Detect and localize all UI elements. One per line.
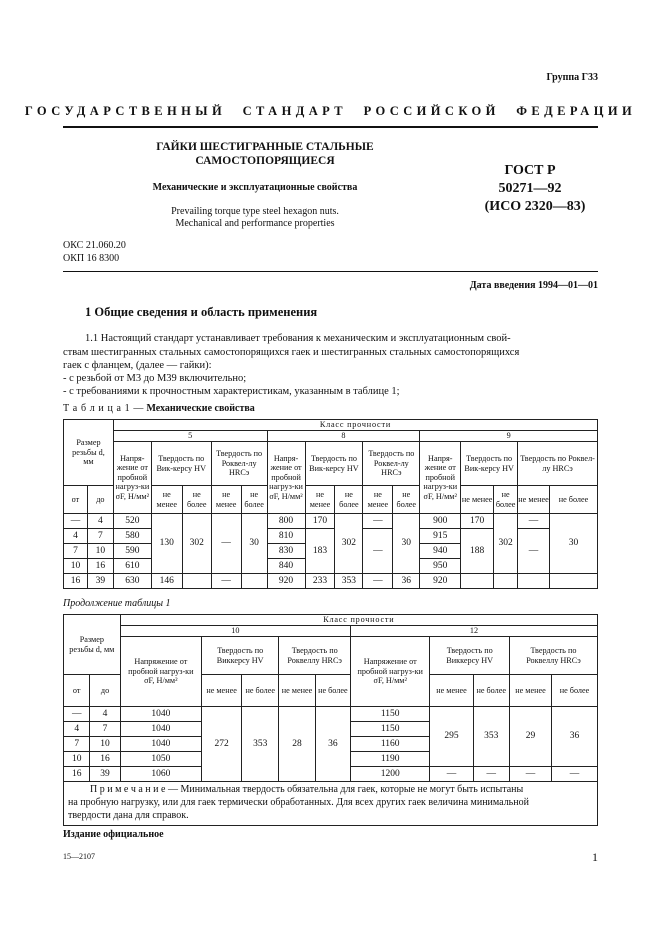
table1-caption — [63, 403, 255, 414]
table-cell — [241, 574, 267, 589]
table-cell: 10 — [64, 559, 88, 574]
to-header: до — [90, 675, 120, 707]
table-cell: 1050 — [120, 752, 201, 767]
doc-subtitle: Механические и эксплуатационные свойства — [152, 182, 358, 193]
table-cell: 1150 — [351, 707, 430, 722]
max-header: не более — [335, 486, 363, 514]
table-cell: 1040 — [120, 707, 201, 722]
mid-rule — [63, 271, 598, 272]
table-cell — [182, 574, 211, 589]
table-cell: — — [518, 514, 550, 529]
from-header: от — [64, 675, 90, 707]
continuation-caption: Продолжение таблицы 1 — [63, 598, 171, 609]
en-title-line-2: Mechanical and performance properties — [175, 218, 335, 229]
table-cell: — — [64, 514, 88, 529]
table-cell: — — [430, 767, 473, 782]
table-cell: 170 — [305, 514, 335, 529]
table-cell: — — [363, 514, 393, 529]
group-label: Группа Г33 — [546, 72, 598, 83]
paragraph-line-4: - с резьбой от М3 до М39 включительно; — [63, 373, 247, 384]
table-cell — [550, 574, 598, 589]
hrc-header-9: Твердость по Роквел-лу HRCэ — [518, 442, 598, 486]
class-10-header: 10 — [120, 626, 350, 637]
table-cell: 810 — [267, 529, 305, 544]
table-cell: 915 — [420, 529, 461, 544]
table-cell: 39 — [90, 767, 120, 782]
class-header: Класс прочности — [120, 615, 597, 626]
table-cell: 900 — [420, 514, 461, 529]
table-cell: 302 — [494, 514, 518, 574]
table-cell: 10 — [64, 752, 90, 767]
intro-date: Дата введения 1994—01—01 — [469, 280, 598, 291]
table-cell: 4 — [90, 707, 120, 722]
hv-header-9: Твердость по Вик-керсу HV — [461, 442, 518, 486]
min-header: не менее — [509, 675, 551, 707]
table-cell: 29 — [509, 707, 551, 767]
page-number: 1 — [592, 850, 598, 864]
table-cell: — — [552, 767, 598, 782]
stress-header-5: Напря-жение от пробной нагруз-ки σF, Н/мм² — [113, 442, 151, 514]
table-cell: 353 — [473, 707, 509, 767]
stress-header-12: Напряжение от пробной нагруз-ки σF, Н/мм² — [351, 637, 430, 707]
max-header: не более — [182, 486, 211, 514]
table-cell: 1060 — [120, 767, 201, 782]
min-header: не менее — [211, 486, 241, 514]
thread-size-header: Размер резьбы d, мм — [64, 615, 121, 675]
table-cell: 36 — [315, 707, 350, 782]
hv-header-10: Твердость по Виккерсу HV — [202, 637, 279, 675]
paragraph-line-3: гаек с фланцем, (далее — гайки): — [63, 360, 212, 371]
hrc-header-5: Твердость по Роквел-лу HRCэ — [211, 442, 267, 486]
table-cell: 580 — [113, 529, 151, 544]
table-cell: 30 — [393, 514, 420, 574]
max-header: не более — [550, 486, 598, 514]
table-cell: 800 — [267, 514, 305, 529]
table-cell: 840 — [267, 559, 305, 574]
official-edition: Издание официальное — [63, 829, 164, 840]
class-12-header: 12 — [351, 626, 598, 637]
table-cell: 630 — [113, 574, 151, 589]
oks-code: ОКС 21.060.20 — [63, 240, 126, 251]
table-cell: 30 — [550, 514, 598, 574]
hrc-header-8: Твердость по Роквел-лу HRCэ — [363, 442, 420, 486]
note-line-2: на пробную нагрузку, или для гаек термически обработанных. Для всех других гаек величина минимальной — [68, 797, 529, 808]
org-title: ГОСУДАРСТВЕННЫЙ СТАНДАРТ РОССИЙСКОЙ ФЕДЕРАЦИИ — [24, 104, 637, 118]
table-cell: — — [363, 529, 393, 574]
table-cell: 940 — [420, 544, 461, 559]
hrc-header-12: Твердость по Роквеллу HRCэ — [509, 637, 597, 675]
table-cell: 295 — [430, 707, 473, 767]
min-header: не менее — [363, 486, 393, 514]
table-cell: 7 — [87, 529, 113, 544]
table-cell: 233 — [305, 574, 335, 589]
table-1-continued — [63, 614, 598, 826]
table-cell: — — [211, 514, 241, 574]
note-line-1: П р и м е ч а н и е — Минимальная твердость обязательна для гаек, которые не могут быть испытаны — [90, 784, 524, 795]
table-cell: 1040 — [120, 737, 201, 752]
table-cell: 4 — [87, 514, 113, 529]
note-line-3: твердости дана для справок. — [68, 810, 189, 821]
okp-code: ОКП 16 8300 — [63, 253, 120, 264]
top-rule — [63, 126, 598, 128]
table-cell: 272 — [202, 707, 242, 782]
table-cell — [494, 574, 518, 589]
min-header: не менее — [518, 486, 550, 514]
to-header: до — [87, 486, 113, 514]
hv-header-5: Твердость по Вик-керсу HV — [151, 442, 211, 486]
table1-caption-title: Механические свойства — [146, 403, 255, 414]
table-cell: — — [64, 707, 90, 722]
table-cell: 520 — [113, 514, 151, 529]
max-header: не более — [242, 675, 279, 707]
table-cell: 920 — [420, 574, 461, 589]
table-cell: 4 — [64, 529, 88, 544]
table-cell: 610 — [113, 559, 151, 574]
doc-title-line-2: САМОСТОПОРЯЩИЕСЯ — [195, 155, 335, 167]
table-cell: 830 — [267, 544, 305, 559]
table-cell: 920 — [267, 574, 305, 589]
table-cell: — — [211, 574, 241, 589]
stress-header-8: Напря-жение от пробной нагруз-ки σF, Н/мм² — [267, 442, 305, 514]
table-cell: 1040 — [120, 722, 201, 737]
table-cell — [518, 574, 550, 589]
table-cell: 28 — [279, 707, 315, 782]
table-cell: 302 — [335, 514, 363, 574]
table-cell: 590 — [113, 544, 151, 559]
table-cell: — — [473, 767, 509, 782]
table-cell: 10 — [87, 544, 113, 559]
table-cell: 16 — [64, 767, 90, 782]
table-cell: — — [518, 529, 550, 574]
max-header: не более — [473, 675, 509, 707]
table-cell: 353 — [242, 707, 279, 782]
table-cell: 1160 — [351, 737, 430, 752]
table-1 — [63, 419, 598, 589]
gost-number-1: ГОСТ Р — [504, 163, 556, 178]
stress-header-10: Напряжение от пробной нагруз-ки σF, Н/мм² — [120, 637, 201, 707]
gost-number-3: (ИСО 2320—83) — [484, 199, 586, 214]
table-cell: 950 — [420, 559, 461, 574]
paragraph-line-2: ствам шестигранных стальных самостопорящихся гаек и шестигранных стальных самостопорящихся — [63, 347, 520, 358]
max-header: не более — [494, 486, 518, 514]
max-header: не более — [241, 486, 267, 514]
stress-header-9: Напря-жение от пробной нагруз-ки σF, Н/мм² — [420, 442, 461, 514]
table-cell: 146 — [151, 574, 182, 589]
class-8-header: 8 — [267, 431, 420, 442]
table-cell: 1150 — [351, 722, 430, 737]
table-cell: 188 — [461, 529, 494, 574]
section-heading: 1 Общие сведения и область применения — [85, 305, 318, 319]
table-cell: — — [509, 767, 551, 782]
class-5-header: 5 — [113, 431, 267, 442]
footer-code: 15—2107 — [63, 852, 95, 861]
table-cell: 39 — [87, 574, 113, 589]
table-cell: 302 — [182, 514, 211, 574]
table-cell: 183 — [305, 529, 335, 574]
gost-number-2: 50271—92 — [498, 181, 562, 196]
paragraph-line-5: - с требованиями к прочностным характеристикам, указанным в таблице 1; — [63, 386, 400, 397]
class-9-header: 9 — [420, 431, 598, 442]
hv-header-12: Твердость по Виккерсу HV — [430, 637, 509, 675]
paragraph-line-1: 1.1 Настоящий стандарт устанавливает требования к механическим и эксплуатационным свой- — [85, 333, 511, 344]
min-header: не менее — [279, 675, 315, 707]
table-cell: 36 — [552, 707, 598, 767]
table-cell: 1190 — [351, 752, 430, 767]
min-header: не менее — [461, 486, 494, 514]
table-cell: 16 — [90, 752, 120, 767]
table-cell: 7 — [64, 737, 90, 752]
table-cell: 36 — [393, 574, 420, 589]
min-header: не менее — [151, 486, 182, 514]
table-note — [64, 782, 598, 826]
table-cell: 16 — [87, 559, 113, 574]
table1-caption-prefix: Т а б л и ц а 1 — — [63, 403, 144, 414]
max-header: не более — [552, 675, 598, 707]
max-header: не более — [315, 675, 350, 707]
thread-size-header: Размер резьбы d, мм — [64, 420, 114, 486]
max-header: не более — [393, 486, 420, 514]
table-cell: 10 — [90, 737, 120, 752]
hrc-header-10: Твердость по Роквеллу HRCэ — [279, 637, 351, 675]
table-cell: 170 — [461, 514, 494, 529]
table-cell: 4 — [64, 722, 90, 737]
class-header: Класс прочности — [113, 420, 597, 431]
table-cell: 30 — [241, 514, 267, 574]
min-header: не менее — [305, 486, 335, 514]
table-cell: 7 — [90, 722, 120, 737]
min-header: не менее — [202, 675, 242, 707]
min-header: не менее — [430, 675, 473, 707]
doc-title-line-1: ГАЙКИ ШЕСТИГРАННЫЕ СТАЛЬНЫЕ — [156, 141, 374, 153]
table-cell: 7 — [64, 544, 88, 559]
table-cell: 1200 — [351, 767, 430, 782]
from-header: от — [64, 486, 88, 514]
table-cell: 16 — [64, 574, 88, 589]
en-title-line-1: Prevailing torque type steel hexagon nuts. — [171, 206, 339, 217]
hv-header-8: Твердость по Вик-керсу HV — [305, 442, 363, 486]
table-cell — [461, 574, 494, 589]
table-cell: — — [363, 574, 393, 589]
table-cell: 130 — [151, 514, 182, 574]
table-cell: 353 — [335, 574, 363, 589]
